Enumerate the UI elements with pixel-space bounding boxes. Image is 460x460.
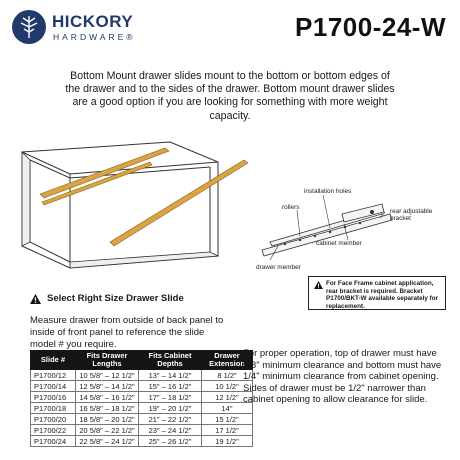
table-cell: 10 1/2" xyxy=(202,381,253,392)
table-cell: 23" – 24 1/2" xyxy=(139,425,202,436)
table-cell: 10 5/8" – 12 1/2" xyxy=(76,370,139,381)
table-row xyxy=(31,381,253,392)
table-cell: 14 5/8" – 16 1/2" xyxy=(76,392,139,403)
table-row xyxy=(31,436,253,447)
callout-text: For Face Frame cabinet application, rear bracket is required. Bracket P1700/BKT-W available separately for replacement. xyxy=(326,280,438,310)
table-cell: 20 5/8" – 22 1/2" xyxy=(76,425,139,436)
label-cabinet-member: cabinet member xyxy=(316,240,362,247)
table-cell: P1700/16 xyxy=(31,392,76,403)
table-cell: 12 1/2" xyxy=(202,392,253,403)
table-cell: 16 5/8" – 18 1/2" xyxy=(76,403,139,414)
table-cell: 8 1/2" xyxy=(202,370,253,381)
table-cell: 17" – 18 1/2" xyxy=(139,392,202,403)
table-cell: 21" – 22 1/2" xyxy=(139,414,202,425)
table-header-cell: Fits Drawer Lengths xyxy=(76,351,139,370)
table-row xyxy=(31,392,253,403)
table-row xyxy=(31,403,253,414)
table-row xyxy=(31,414,253,425)
table-cell: P1700/18 xyxy=(31,403,76,414)
select-slide-heading-text: Select Right Size Drawer Slide xyxy=(47,293,184,304)
face-frame-callout xyxy=(308,276,446,310)
table-cell: 14" xyxy=(202,403,253,414)
brand-name: HICKORY xyxy=(52,12,134,31)
table-row xyxy=(31,425,253,436)
table-header-row xyxy=(31,351,253,370)
table-cell: 22 5/8" – 24 1/2" xyxy=(76,436,139,447)
table-cell: P1700/22 xyxy=(31,425,76,436)
table-cell: 19" – 20 1/2" xyxy=(139,403,202,414)
product-diagram xyxy=(0,132,460,292)
warning-icon xyxy=(314,281,323,289)
label-rear-bracket: rear adjustable bracket xyxy=(390,208,433,222)
table-cell: 25" – 26 1/2" xyxy=(139,436,202,447)
operation-text: For proper operation, top of drawer must have 5/8" minimum clearance and bottom must have 1/4" minimum clearance from cabinet opening. Sides of drawer must be 1/2" narrower than cabinet opening to allow clearance for slide. xyxy=(243,348,442,406)
warning-icon xyxy=(30,294,41,304)
table-cell: 18 5/8" – 20 1/2" xyxy=(76,414,139,425)
logo-emblem-icon xyxy=(12,10,46,44)
brand-logo xyxy=(12,10,152,46)
table-header-cell: Drawer Extension xyxy=(202,351,253,370)
label-installation-holes: installation holes xyxy=(304,188,352,195)
table-cell: P1700/14 xyxy=(31,381,76,392)
table-cell: P1700/12 xyxy=(31,370,76,381)
model-number: P1700-24-W xyxy=(295,12,446,42)
table-cell: 17 1/2" xyxy=(202,425,253,436)
table-cell: P1700/20 xyxy=(31,414,76,425)
measure-text: Measure drawer from outside of back panel to inside of front panel to reference the slide model # you require. xyxy=(30,315,224,350)
table-header-cell: Fits Cabinet Depths xyxy=(139,351,202,370)
select-slide-heading xyxy=(30,293,184,304)
label-drawer-member: drawer member xyxy=(256,264,301,271)
table-cell: 15 1/2" xyxy=(202,414,253,425)
intro-text: Bottom Mount drawer slides mount to the bottom or bottom edges of the drawer and to the sides of the drawer. Bottom mount drawer slides are a good option if you are looking for something with more weight capacity. xyxy=(65,70,395,122)
label-rollers: rollers xyxy=(282,204,300,211)
table-cell: P1700/24 xyxy=(31,436,76,447)
table-header-cell: Slide # xyxy=(31,351,76,370)
slide-size-table xyxy=(30,350,253,447)
table-row xyxy=(31,370,253,381)
brand-subtitle: HARDWARE® xyxy=(53,32,136,42)
table-cell: 13" – 14 1/2" xyxy=(139,370,202,381)
table-cell: 12 5/8" – 14 1/2" xyxy=(76,381,139,392)
table-cell: 19 1/2" xyxy=(202,436,253,447)
table-cell: 15" – 16 1/2" xyxy=(139,381,202,392)
